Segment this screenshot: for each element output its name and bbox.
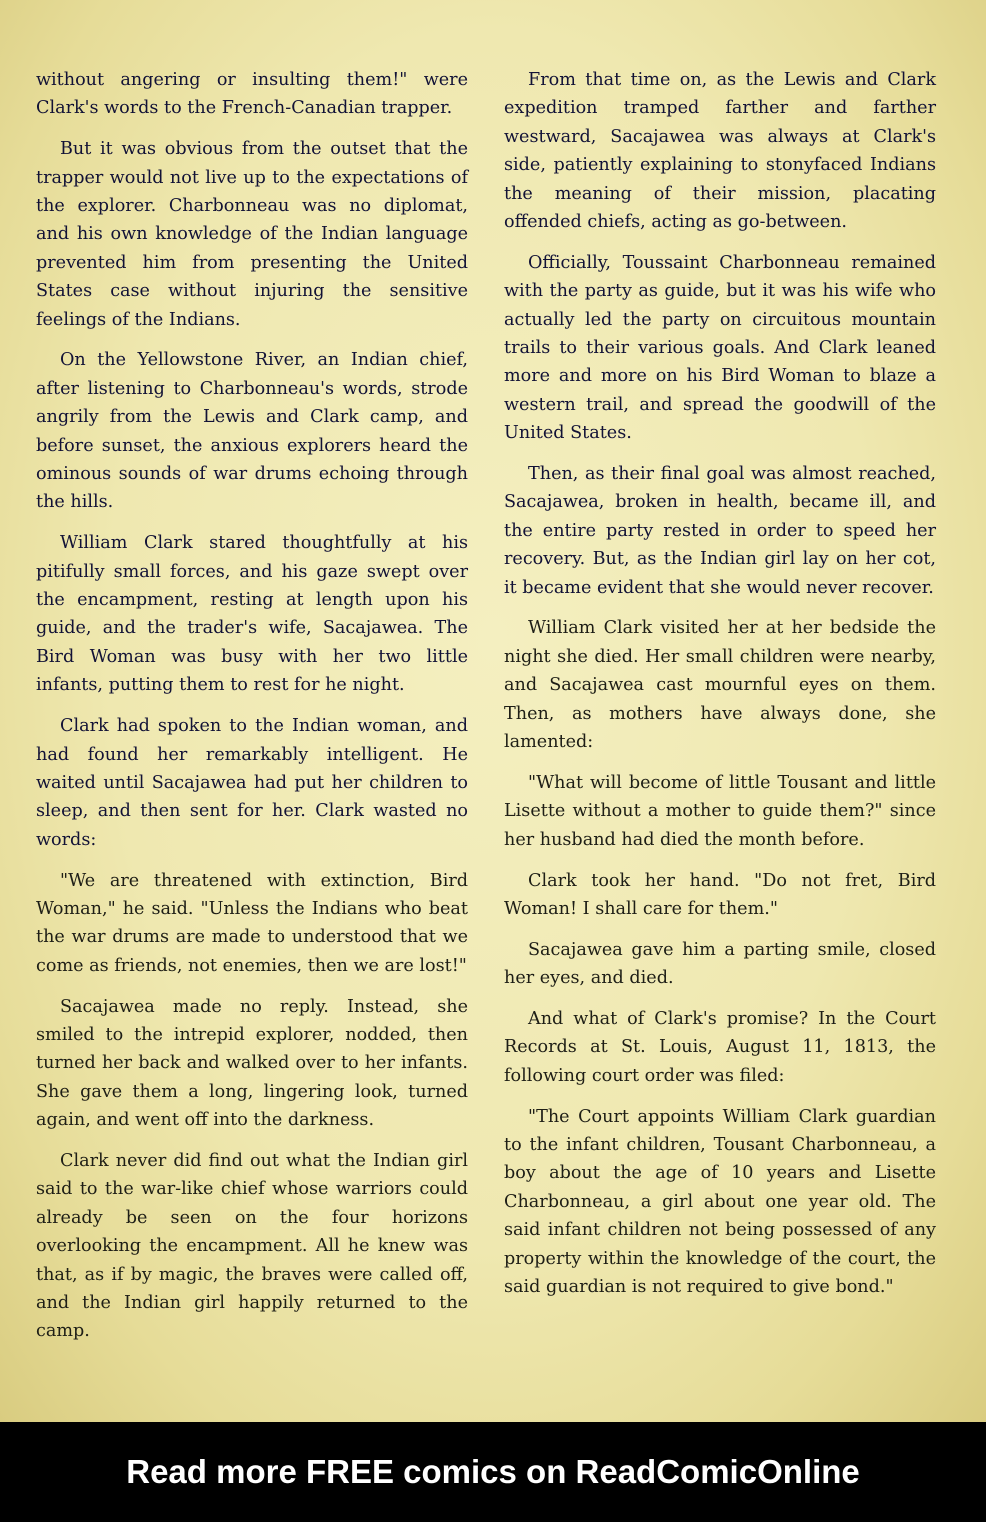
paragraph: "We are threatened with extinction, Bird Woman," he said. "Unless the Indians who beat the war drums are made to understood that we come as friends, not enemies, then we are lost!" bbox=[36, 870, 468, 976]
right-text-column bbox=[504, 66, 936, 1314]
paragraph: Clark never did find out what the Indian girl said to the war-like chief whose warriors could already be seen on the four horizons overlooking the encampment. All he knew was that, as if by magic, the braves were called off, and the Indian girl happily returned to the camp. bbox=[36, 1150, 468, 1342]
paragraph: Then, as their final goal was almost reached, Sacajawea, broken in health, became ill, and the entire party rested in order to speed her recovery. But, as the Indian girl lay on her cot, it became evident that she would never recover. bbox=[504, 464, 936, 598]
left-text-column bbox=[36, 66, 468, 1358]
paragraph: "What will become of little Tousant and little Lisette without a mother to guide them?" since her husband had died the month before. bbox=[504, 772, 936, 850]
paragraph: Clark had spoken to the Indian woman, and had found her remarkably intelligent. He waited until Sacajawea had put her children to sleep, and then sent for her. Clark wasted no words: bbox=[36, 716, 468, 850]
paragraph: But it was obvious from the outset that the trapper would not live up to the expectations of the explorer. Charbonneau was no diplomat, and his own knowledge of the Indian language prevented him from presenting the United States case without injuring the sensitive feelings of the Indians. bbox=[36, 139, 468, 330]
paragraph: William Clark stared thoughtfully at his pitifully small forces, and his gaze swept over the encampment, resting at length upon his guide, and the trader's wife, Sacajawea. The Bird Woman was busy with her two little infants, putting them to rest for he night. bbox=[36, 533, 468, 696]
paragraph: On the Yellowstone River, an Indian chief, after listening to Charbonneau's words, strode angrily from the Lewis and Clark camp, and before sunset, the anxious explorers heard the ominous sounds of war drums echoing through the hills. bbox=[36, 350, 468, 513]
paragraph: Sacajawea made no reply. Instead, she smiled to the intrepid explorer, nodded, then turned her back and walked over to her infants. She gave them a long, lingering look, turned again, and went off into the darkness. bbox=[36, 996, 468, 1131]
paragraph: Officially, Toussaint Charbonneau remained with the party as guide, but it was his wife who actually led the party on circuitous mountain trails to their various goals. And Clark leaned more and more on his Bird Woman to blaze a western trail, and spread the goodwill of the United States. bbox=[504, 252, 936, 444]
paragraph: William Clark visited her at her bedside the night she died. Her small children were nearby, and Sacajawea cast mournful eyes on them. Then, as mothers have always done, she lamented: bbox=[504, 618, 936, 753]
paragraph: "The Court appoints William Clark guardian to the infant children, Tousant Charbonneau, a boy about the age of 10 years and Lisette Charbonneau, a girl about one year old. The said infant children not being possessed of any property within the knowledge of the court, the said guardian is not required to give bond." bbox=[504, 1106, 936, 1297]
paragraph: And what of Clark's promise? In the Court Records at St. Louis, August 11, 1813, the following court order was filed: bbox=[504, 1008, 936, 1086]
paragraph: without angering or insulting them!" were Clark's words to the French-Canadian trapper. bbox=[36, 70, 468, 119]
paragraph: Clark took her hand. "Do not fret, Bird Woman! I shall care for them." bbox=[504, 870, 936, 919]
promo-banner-text[interactable]: Read more FREE comics on ReadComicOnline bbox=[126, 1453, 860, 1490]
paragraph: Sacajawea gave him a parting smile, closed her eyes, and died. bbox=[504, 939, 936, 989]
paragraph: From that time on, as the Lewis and Clark expedition tramped farther and farther westward, Sacajawea was always at Clark's side, patiently explaining to stonyfaced Indians the meaning of their mission, placating offended chiefs, acting as go-between. bbox=[504, 70, 936, 233]
promo-banner[interactable] bbox=[0, 1422, 986, 1522]
